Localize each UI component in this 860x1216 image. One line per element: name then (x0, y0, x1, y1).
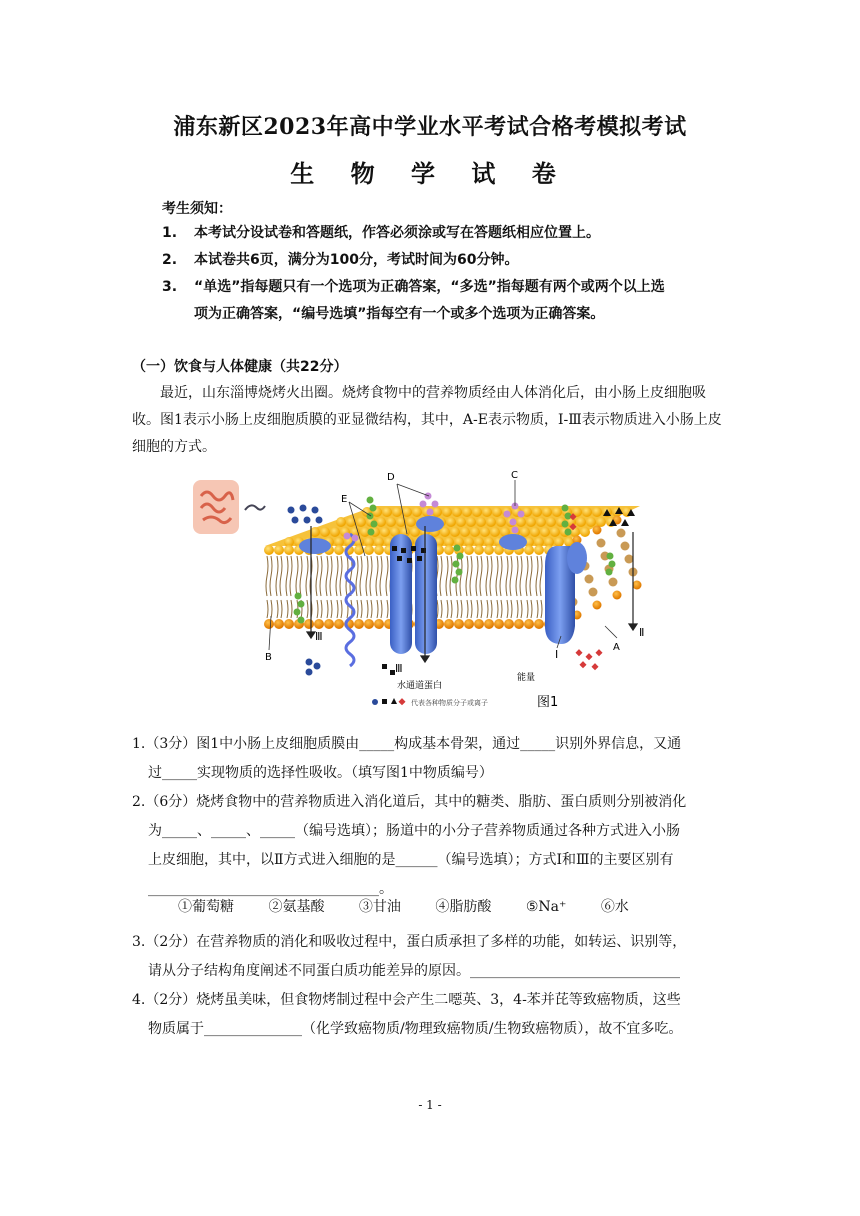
lipid-tail (370, 556, 372, 596)
phospholipid-head (320, 527, 330, 537)
option-3: ③甘油 (358, 899, 401, 915)
question-2 (132, 788, 724, 904)
lipid-tail (381, 600, 382, 618)
question-3-line-1: 3.（2分）在营养物质的消化和吸收过程中，蛋白质承担了多样的功能，如转运、识别等， (132, 934, 687, 950)
lipid-tail (441, 600, 442, 618)
phospholipid-head (585, 575, 594, 584)
notice-number: 2. (162, 252, 178, 268)
phospholipid-head (356, 517, 366, 527)
lipid-tail (266, 556, 268, 596)
phospholipid-head (524, 619, 534, 629)
phospholipid-head (460, 527, 470, 537)
phospholipid-head (476, 517, 486, 527)
lipid-tail (280, 556, 282, 596)
phospholipid-head (452, 507, 462, 517)
lipid-tail (330, 556, 332, 596)
notice-number: 1. (162, 225, 178, 241)
lipid-tail (530, 556, 532, 596)
lipid-tail (336, 556, 338, 596)
phospholipid-head (633, 581, 642, 590)
paper-subtitle: 生 物 学 试 卷 (290, 159, 570, 188)
phospholipid-head (482, 507, 492, 517)
lipid-tail (326, 556, 328, 596)
phospholipid-head (456, 517, 466, 527)
lipid-tail (350, 556, 352, 596)
label-III-left: Ⅲ (315, 630, 323, 643)
phospholipid-head (580, 527, 590, 537)
phospholipid-head (514, 619, 524, 629)
glycoprotein-base (416, 516, 444, 532)
label-III-mid: Ⅲ (395, 662, 403, 675)
lipid-tail (290, 556, 292, 596)
phospholipid-head (532, 507, 542, 517)
phospholipid-head (516, 517, 526, 527)
phospholipid-head (264, 545, 274, 555)
lipid-tail (296, 556, 298, 596)
question-4 (132, 986, 724, 1044)
option-5: ⑤Na⁺ (525, 899, 567, 915)
energy-label: 能量 (517, 673, 536, 683)
phospholipid-head (314, 619, 324, 629)
phospholipid-head (472, 507, 482, 517)
lipid-tail (480, 556, 482, 596)
lipid-tail (541, 600, 542, 618)
lipid-tail (457, 600, 458, 618)
lipid-tail (446, 556, 448, 596)
lipid-tail (337, 600, 338, 618)
phospholipid-head (446, 517, 456, 527)
phospholipid-head (462, 507, 472, 517)
phospholipid-head (382, 507, 392, 517)
lipid-tail (340, 556, 342, 596)
lipid-tail (507, 600, 508, 618)
notice-item-1 (162, 220, 722, 247)
phospholipid-head (536, 517, 546, 527)
phospholipid-head (621, 542, 630, 551)
lipid-tail (536, 556, 538, 596)
phospholipid-head (504, 619, 514, 629)
lipid-tail (267, 600, 268, 618)
question-3-line-2: 请从分子结构角度阐述不同蛋白质功能差异的原因。______________________________ (148, 963, 680, 979)
phospholipid-head (464, 619, 474, 629)
lipid-tail (270, 556, 272, 596)
phospholipid-head (374, 545, 384, 555)
phospholipid-head (406, 517, 416, 527)
lipid-tail (450, 556, 452, 596)
phospholipid-head (596, 517, 606, 527)
lipid-tail (440, 556, 442, 596)
phospholipid-head (444, 619, 454, 629)
phospholipid-head (444, 545, 454, 555)
lipid-tail (540, 556, 542, 596)
phospholipid-head (492, 507, 502, 517)
notice-text-continued: 项为正确答案，“编号选填”指每空有一个或多个选项为正确答案。 (194, 306, 605, 322)
notice-heading: 考生须知： (162, 201, 232, 217)
lipid-tail (486, 556, 488, 596)
lipid-tail (377, 600, 378, 618)
phospholipid-head (597, 539, 606, 548)
lipid-tail (491, 600, 492, 618)
phospholipid-head (330, 527, 340, 537)
lipid-tail (286, 556, 288, 596)
lipid-tail (477, 600, 478, 618)
phospholipid-head (274, 619, 284, 629)
phospholipid-head (324, 619, 334, 629)
notice-text: 本试卷共6页，满分为100分，考试时间为60分钟。 (194, 252, 519, 268)
lipid-tail (277, 600, 278, 618)
lipid-tail (476, 556, 478, 596)
label-A: A (613, 642, 620, 653)
label-B: B (265, 652, 272, 663)
lipid-tail (331, 600, 332, 618)
legend-text: 代表各种物质分子或离子 (411, 699, 488, 707)
answer-options (178, 896, 659, 916)
phospholipid-head (593, 526, 602, 535)
phospholipid-head (609, 578, 618, 587)
phospholipid-head (582, 507, 592, 517)
peripheral-protein (299, 538, 331, 554)
question-4-line-2: 物质属于______________（化学致癌物质/物理致癌物质/生物致癌物质），故不宜多吃。 (148, 1021, 683, 1037)
option-6: ⑥水 (600, 899, 629, 915)
question-1-line-1: 1.（3分）图1中小肠上皮细胞质膜由_____构成基本骨架，通过_____识别外界信息，又通 (132, 736, 682, 752)
section-title: （一）饮食与人体健康（共22分） (132, 359, 348, 375)
phospholipid-head (364, 619, 374, 629)
phospholipid-head (534, 619, 544, 629)
lipid-tail (516, 556, 518, 596)
phospholipid-head (592, 507, 602, 517)
lipid-tail (386, 556, 388, 596)
lipid-tail (527, 600, 528, 618)
phospholipid-head (474, 619, 484, 629)
phospholipid-head (540, 527, 550, 537)
phospholipid-head (480, 527, 490, 537)
lipid-tail (487, 600, 488, 618)
figure-caption: 图1 (537, 695, 559, 710)
lipid-tail (321, 600, 322, 618)
phospholipid-head (264, 619, 274, 629)
water-channel-label: 水通道蛋白 (397, 681, 443, 691)
phospholipid-head (520, 527, 530, 537)
lipid-tail (531, 600, 532, 618)
phospholipid-head (274, 545, 284, 555)
lipid-tail (537, 600, 538, 618)
phospholipid-head (617, 529, 626, 538)
phospholipid-head (304, 619, 314, 629)
phospholipid-head (494, 619, 504, 629)
lipid-tail (460, 556, 462, 596)
lipid-tail (300, 556, 302, 596)
phospholipid-head (524, 545, 534, 555)
lipid-tail (356, 556, 358, 596)
phospholipid-head (284, 545, 294, 555)
option-2: ②氨基酸 (268, 899, 325, 915)
lipid-tail (387, 600, 388, 618)
phospholipid-head (490, 527, 500, 537)
lipid-tail (341, 600, 342, 618)
lipid-tail (317, 600, 318, 618)
phospholipid-head (442, 507, 452, 517)
phospholipid-head (542, 507, 552, 517)
lipid-tail (306, 556, 308, 596)
lipid-tail (500, 556, 502, 596)
phospholipid-head (484, 545, 494, 555)
label-E: E (341, 494, 348, 505)
notice-item-3 (162, 274, 722, 328)
phospholipid-head (464, 545, 474, 555)
notice-text: “单选”指每题只有一个选项为正确答案，“多选”指每题有两个或两个以上选 (194, 279, 665, 295)
phospholipid-head (386, 517, 396, 527)
lipid-tail (276, 556, 278, 596)
phospholipid-head (412, 507, 422, 517)
phospholipid-head (589, 588, 598, 597)
lipid-tail (327, 600, 328, 618)
lipid-tail (447, 600, 448, 618)
lipid-tail (467, 600, 468, 618)
lipid-tail (520, 556, 522, 596)
lipid-tail (320, 556, 322, 596)
membrane-figure (185, 466, 655, 716)
lipid-tail (371, 600, 372, 618)
question-2-line-2: 为_____、_____、_____（编号选填）；肠道中的小分子营养物质通过各种方式进入小肠 (148, 823, 680, 839)
phospholipid-head (484, 619, 494, 629)
lipid-tail (281, 600, 282, 618)
lipid-tail (366, 556, 368, 596)
phospholipid-head (284, 619, 294, 629)
phospholipid-head (450, 527, 460, 537)
lipid-tail (380, 556, 382, 596)
page-number: - 1 - (418, 1098, 442, 1112)
lipid-tail (511, 600, 512, 618)
notice-text: 本考试分设试卷和答题纸，作答必须涂或写在答题纸相应位置上。 (194, 225, 600, 241)
lipid-tail (526, 556, 528, 596)
lipid-tail (360, 556, 362, 596)
notice-item-2 (162, 247, 722, 274)
phospholipid-head (392, 507, 402, 517)
lipid-tail (361, 600, 362, 618)
notice-number: 3. (162, 279, 178, 295)
option-4: ④脂肪酸 (435, 899, 492, 915)
lipid-tail (466, 556, 468, 596)
lipid-tail (490, 556, 492, 596)
lipid-tail (367, 600, 368, 618)
lipid-tail (510, 556, 512, 596)
lipid-tail (376, 556, 378, 596)
lipid-tail (461, 600, 462, 618)
phospholipid-head (334, 619, 344, 629)
question-2-line-3: 上皮细胞，其中，以Ⅱ方式进入细胞的是______（编号选填）；方式Ⅰ和Ⅲ的主要区别有 (148, 852, 674, 868)
phospholipid-head (534, 545, 544, 555)
phospholipid-head (550, 527, 560, 537)
phospholipid-head (354, 619, 364, 629)
phospholipid-head (526, 517, 536, 527)
figure-legend (372, 698, 488, 707)
question-2-line-1: 2.（6分）烧烤食物中的营养物质进入消化道后，其中的糖类、脂肪、蛋白质则分别被消化 (132, 794, 687, 810)
phospholipid-head (364, 545, 374, 555)
label-C: C (511, 470, 518, 481)
lipid-tail (470, 556, 472, 596)
phospholipid-head (374, 619, 384, 629)
phospholipid-head (470, 527, 480, 537)
phospholipid-head (554, 537, 564, 547)
lipid-tail (481, 600, 482, 618)
phospholipid-head (496, 517, 506, 527)
lipid-tail (497, 600, 498, 618)
lipid-tail (471, 600, 472, 618)
question-1 (132, 730, 724, 788)
intestine-icon (193, 480, 265, 534)
phospholipid-head (552, 507, 562, 517)
question-1-line-2: 过_____实现物质的选择性吸收。（填写图1中物质编号） (148, 765, 493, 781)
phospholipid-head (613, 591, 622, 600)
phospholipid-head (454, 619, 464, 629)
lipid-tail (517, 600, 518, 618)
phospholipid-head (530, 527, 540, 537)
option-1: ①葡萄糖 (178, 899, 234, 915)
phospholipid-head (576, 517, 586, 527)
phospholipid-head (346, 517, 356, 527)
phospholipid-head (486, 517, 496, 527)
lipid-tail (291, 600, 292, 618)
phospholipid-head (336, 517, 346, 527)
phospholipid-head (380, 527, 390, 537)
peripheral-protein (499, 534, 527, 550)
lipid-tail (437, 600, 438, 618)
label-D: D (387, 472, 395, 483)
phospholipid-head (376, 517, 386, 527)
label-I: Ⅰ (555, 648, 559, 661)
lipid-tail (496, 556, 498, 596)
phospholipid-head (466, 517, 476, 527)
phospholipid-head (625, 555, 634, 564)
phospholipid-head (586, 517, 596, 527)
lipid-tail (307, 600, 308, 618)
lipid-tail (271, 600, 272, 618)
label-II: Ⅱ (639, 626, 645, 639)
phospholipid-head (546, 517, 556, 527)
lipid-tail (506, 556, 508, 596)
question-3 (132, 928, 724, 986)
carrier-protein (545, 542, 587, 644)
question-2-line-4: _________________________________。 (148, 881, 393, 897)
lipid-tail (357, 600, 358, 618)
phospholipid-head (334, 545, 344, 555)
phospholipid-head (593, 601, 602, 610)
lipid-tail (501, 600, 502, 618)
lipid-tail (316, 556, 318, 596)
intro-paragraph: 最近，山东淄博烧烤火出圈。烧烤食物中的营养物质经由人体消化后，由小肠上皮细胞吸收。图1表示小肠上皮细胞质膜的亚显微结构，其中，A-E表示物质，Ⅰ-Ⅲ表示物质进入小肠上皮细胞的方式。 (132, 385, 722, 455)
lipid-tail (451, 600, 452, 618)
lipid-tail (287, 600, 288, 618)
question-4-line-1: 4.（2分）烧烤虽美味，但食物烤制过程中会产生二噁英、3，4-苯并芘等致癌物质，这些 (132, 992, 681, 1008)
lipid-tail (521, 600, 522, 618)
phospholipid-head (474, 545, 484, 555)
exam-title: 浦东新区2023年高中学业水平考试合格考模拟考试 (173, 114, 687, 140)
